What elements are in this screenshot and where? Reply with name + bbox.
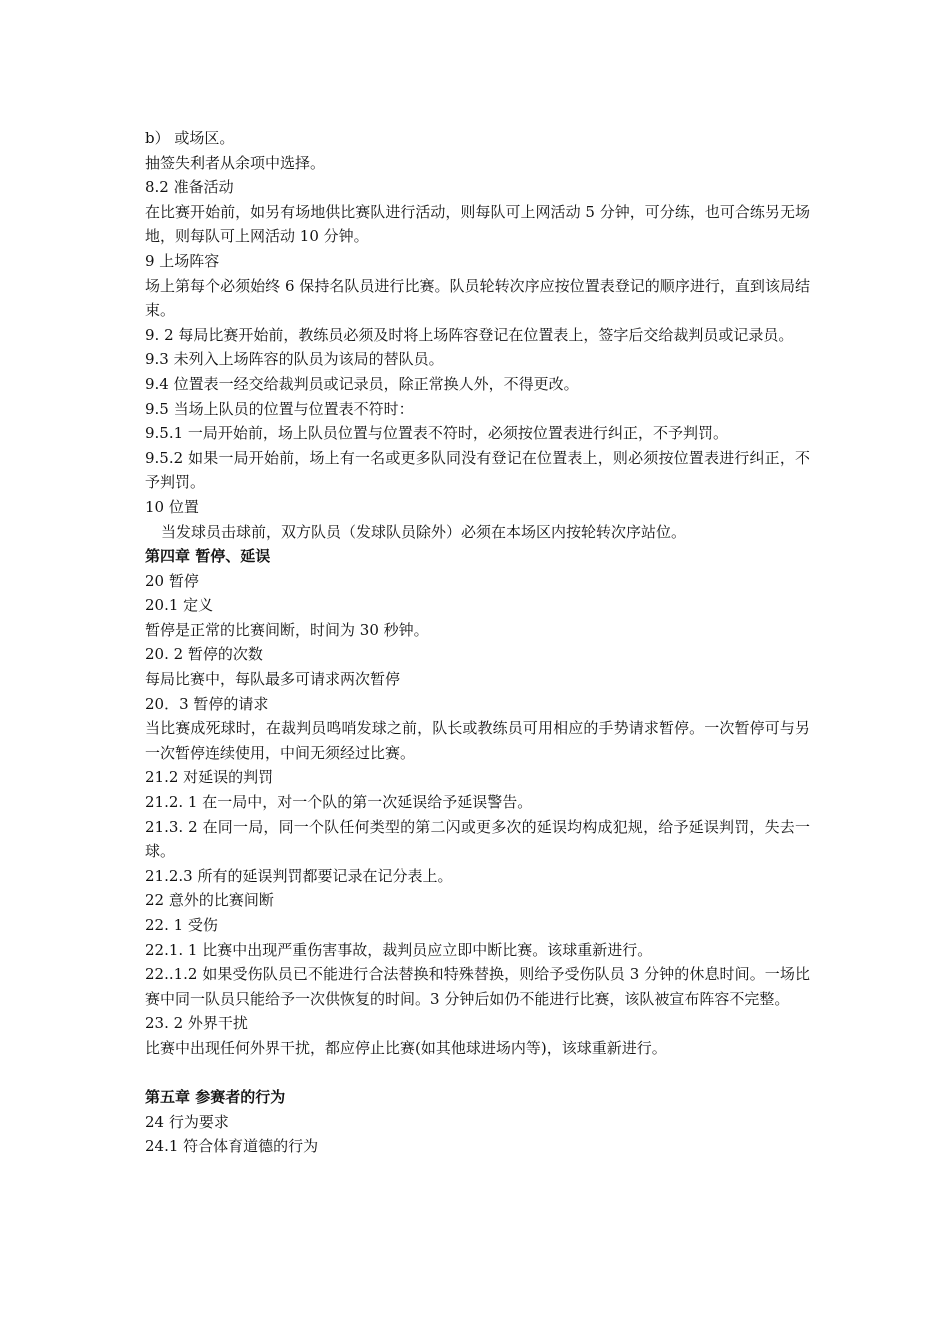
section-heading: 8.2 准备活动 — [145, 178, 234, 197]
paragraph: 在比赛开始前，如另有场地供比赛队进行活动，则每队可上网活动 5 分钟，可分练，也可合练另无场地，则每队可上网活动 10 分钟。 — [145, 202, 810, 246]
text-line: 9.5 当场上队员的位置与位置表不符时： — [145, 399, 414, 418]
text-line: 当发球员击球前，双方队员（发球队员除外）必须在本场区内按轮转次序站位。 — [161, 522, 687, 541]
section-heading: 21.2 对延误的判罚 — [145, 768, 274, 787]
section-heading: 20.1 定义 — [145, 596, 214, 615]
text-line: 9.5.1 一局开始前，场上队员位置与位置表不符时，必须按位置表进行纠正，不予判罚。 — [145, 424, 728, 443]
paragraph: 9. 2 每局比赛开始前，教练员必须及时将上场阵容登记在位置表上，签字后交给裁判员或记录员。 — [145, 325, 794, 344]
paragraph: 21.3. 2 在同一局，同一个队任何类型的第二闪或更多次的延误均构成犯规，给予延误判罚，失去一球。 — [145, 817, 810, 861]
section-heading: 22. 1 受伤 — [145, 916, 218, 934]
text-line: 9.3 未列入上场阵容的队员为该局的替队员。 — [145, 350, 444, 369]
text-line: 21.2. 1 在一局中，对一个队的第一次延误给予延误警告。 — [145, 793, 533, 812]
section-heading: 20. 2 暂停的次数 — [145, 645, 263, 664]
section-heading: 20 暂停 — [145, 571, 199, 590]
document-page — [145, 126, 810, 1159]
text-line: 抽签失利者从余项中选择。 — [145, 153, 326, 172]
section-heading: 22 意外的比赛间断 — [145, 891, 274, 910]
blank-line — [145, 1061, 810, 1086]
paragraph: 9.5.2 如果一局开始前，场上有一名或更多队同没有登记在位置表上，则必须按位置表进行纠正，不予判罚。 — [145, 448, 810, 492]
text-line: 比赛中出现任何外界干扰，都应停止比赛(如其他球进场内等)，该球重新进行。 — [145, 1038, 667, 1057]
paragraph: 22..1.2 如果受伤队员已不能进行合法替换和特殊替换，则给予受伤队员 3 分钟的休息时间。一场比赛中同一队员只能给予一次供恢复的时间。3 分钟后如仍不能进行比赛，该队被宣布阵容不完整。 — [145, 965, 810, 1008]
section-heading: 9 上场阵容 — [145, 251, 220, 270]
section-heading: 24.1 符合体育道德的行为 — [145, 1137, 319, 1156]
section-heading: 10 位置 — [145, 497, 199, 516]
text-line: 9.4 位置表一经交给裁判员或记录员，除正常换人外，不得更改。 — [145, 374, 579, 393]
chapter-heading: 第四章 暂停、延误 — [145, 547, 271, 566]
text-line: 暂停是正常的比赛间断，时间为 30 秒钟。 — [145, 620, 429, 639]
chapter-heading: 第五章 参赛者的行为 — [145, 1088, 286, 1107]
text-line: 每局比赛中，每队最多可请求两次暂停 — [145, 670, 401, 689]
paragraph: 当比赛成死球时，在裁判员鸣哨发球之前，队长或教练员可用相应的手势请求暂停。一次暂停可与另一次暂停连续使用，中间无须经过比赛。 — [145, 719, 810, 762]
text-line: b） 或场区。 — [145, 129, 235, 147]
text-line: 22.1. 1 比赛中出现严重伤害事故，裁判员应立即中断比赛。该球重新进行。 — [145, 940, 653, 959]
paragraph: 场上第每个必须始终 6 保持名队员进行比赛。队员轮转次序应按位置表登记的顺序进行，直到该局结束。 — [145, 276, 810, 320]
section-heading: 23. 2 外界干扰 — [145, 1014, 248, 1033]
section-heading: 20．3 暂停的请求 — [145, 694, 269, 713]
text-line: 21.2.3 所有的延误判罚都要记录在记分表上。 — [145, 866, 453, 885]
section-heading: 24 行为要求 — [145, 1112, 229, 1131]
